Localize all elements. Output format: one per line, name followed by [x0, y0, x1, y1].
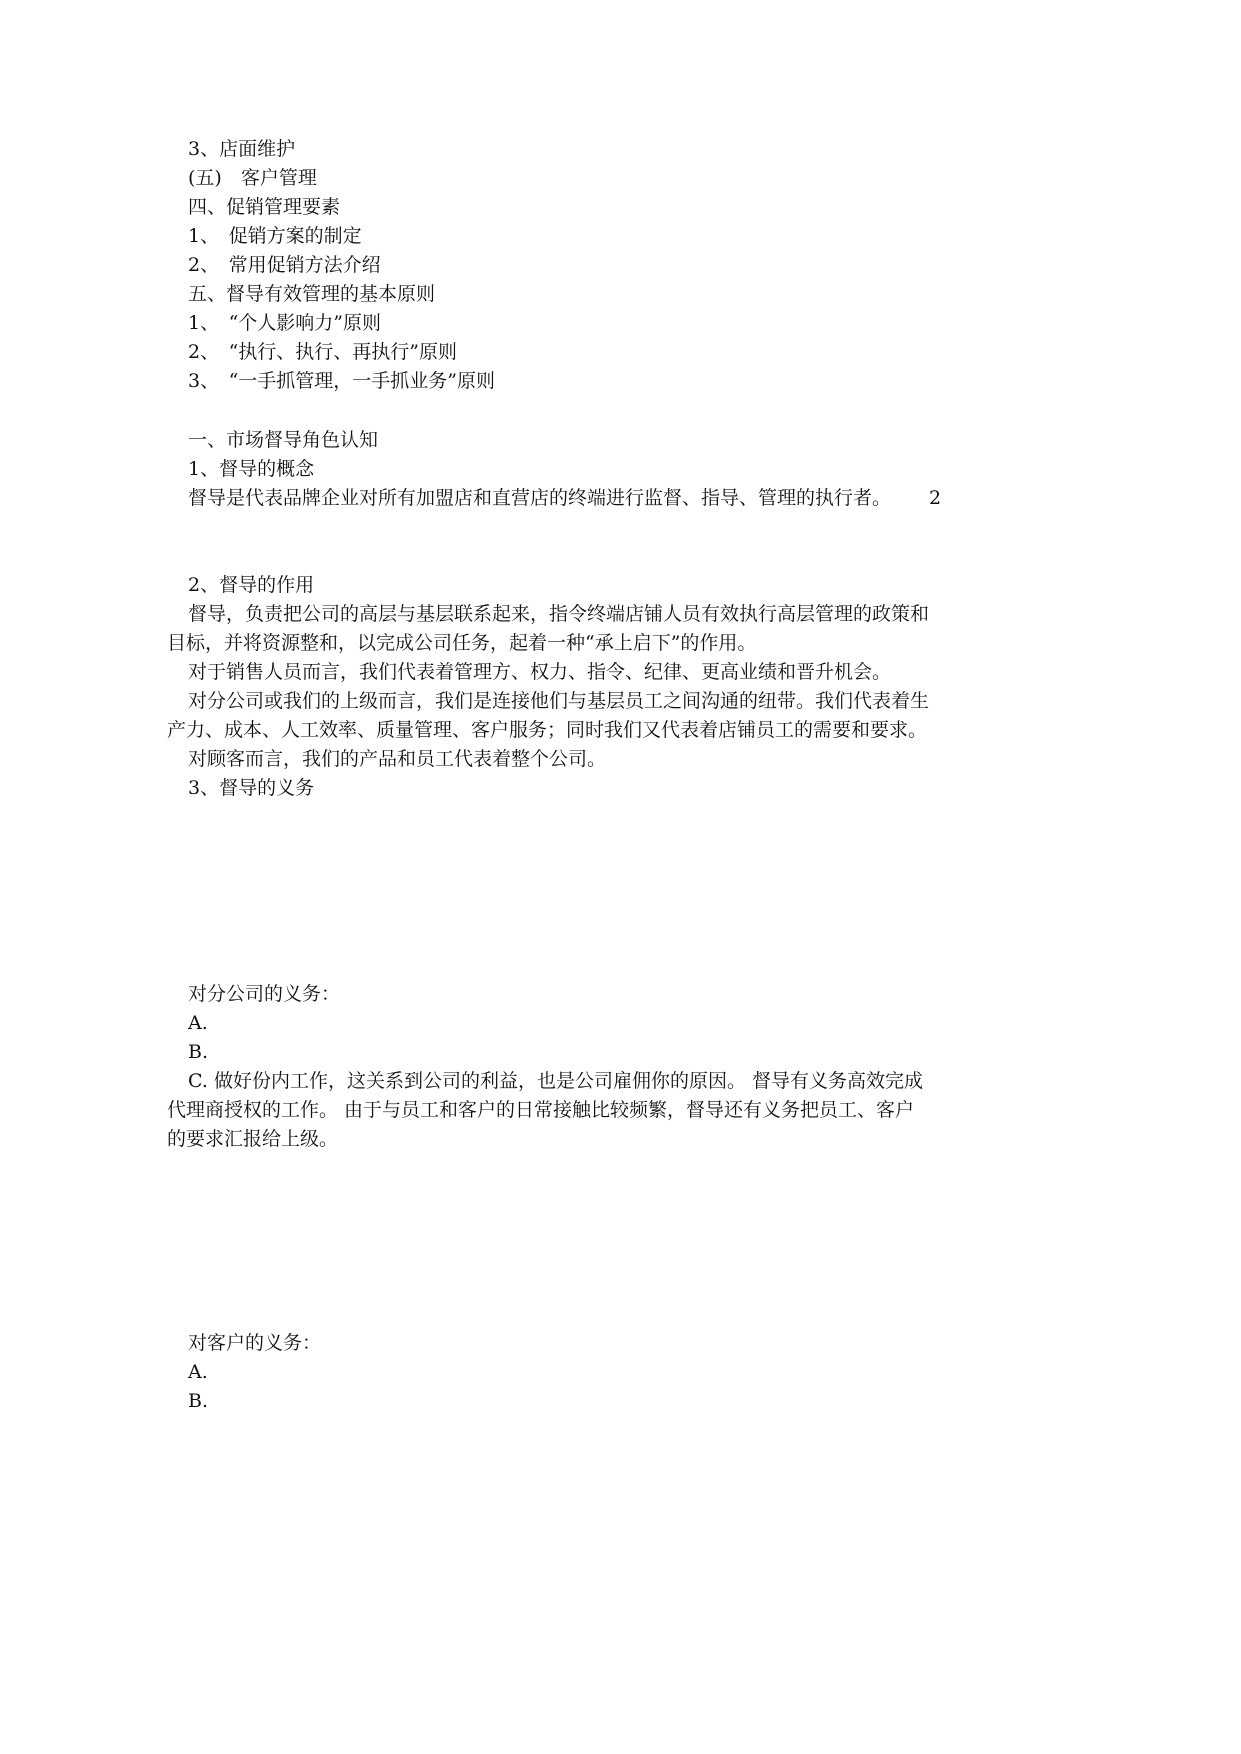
outline-item: 2、 “执行、执行、再执行”原则: [188, 341, 458, 363]
company-duty-item: B.: [188, 1041, 209, 1063]
outline-item: 2、 常用促销方法介绍: [188, 254, 381, 276]
outline-item: 四、促销管理要素: [188, 196, 341, 218]
outline-item: 1、 “个人影响力”原则: [188, 312, 382, 334]
concept-title: 1、督导的概念: [188, 458, 315, 480]
outline-item: 1、 促销方案的制定: [188, 225, 362, 247]
company-duty-item: 的要求汇报给上级。: [167, 1128, 339, 1150]
company-duty-title: 对分公司的义务：: [188, 983, 341, 1005]
customer-duty-title: 对客户的义务：: [188, 1332, 322, 1354]
role-paragraph: 对顾客而言，我们的产品和员工代表着整个公司。: [188, 748, 607, 770]
outline-item: (五) 客户管理: [188, 167, 317, 189]
customer-duty-item: B.: [188, 1390, 209, 1412]
role-paragraph: 对于销售人员而言，我们代表着管理方、权力、指令、纪律、更高业绩和晋升机会。: [188, 661, 892, 683]
outline-item: 3、店面维护: [188, 138, 296, 160]
concept-text: 督导是代表品牌企业对所有加盟店和直营店的终端进行监督、指导、管理的执行者。: [188, 487, 892, 509]
duty-title: 3、督导的义务: [188, 777, 315, 799]
company-duty-item: A.: [188, 1012, 208, 1034]
role-paragraph-line: 对分公司或我们的上级而言，我们是连接他们与基层员工之间沟通的纽带。我们代表着生: [188, 690, 930, 712]
company-duty-item: C. 做好份内工作，这关系到公司的利益，也是公司雇佣你的原因。 督导有义务高效完成: [188, 1070, 923, 1092]
outline-item: 3、 “一手抓管理，一手抓业务”原则: [188, 370, 496, 392]
outline-item: 五、督导有效管理的基本原则: [188, 283, 436, 305]
company-duty-item: 代理商授权的工作。 由于与员工和客户的日常接触比较频繁，督导还有义务把员工、客户: [167, 1099, 915, 1121]
role-paragraph-line: 督导，负责把公司的高层与基层联系起来，指令终端店铺人员有效执行高层管理的政策和: [188, 603, 930, 625]
role-paragraph-line: 目标，并将资源整和，以完成公司任务，起着一种“承上启下”的作用。: [167, 632, 757, 654]
role-title: 2、督导的作用: [188, 574, 315, 596]
section-heading: 一、市场督导角色认知: [188, 429, 379, 451]
role-paragraph-line: 产力、成本、人工效率、质量管理、客户服务；同时我们又代表着店铺员工的需要和要求。: [167, 719, 928, 741]
page-number: 2: [929, 487, 942, 509]
customer-duty-item: A.: [188, 1361, 208, 1383]
